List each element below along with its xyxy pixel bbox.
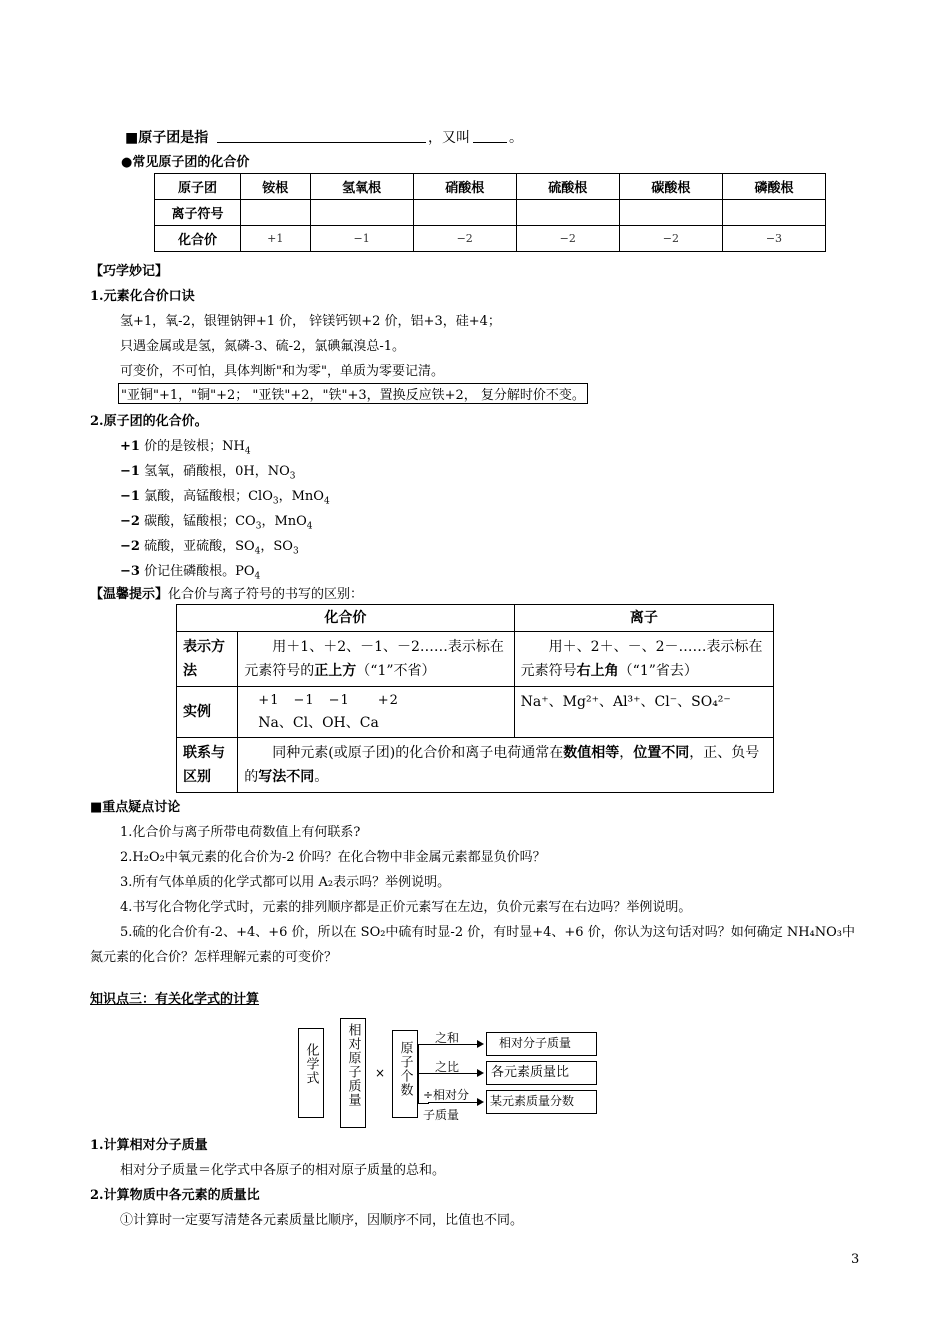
table-cell: 联系与区别: [177, 738, 238, 793]
comparison-table: [176, 604, 774, 793]
diagram-box-atomic-mass: 相对原子质量: [340, 1018, 366, 1128]
calc1-text: 相对分子质量＝化学式中各原子的相对原子质量的总和。: [120, 1163, 446, 1178]
blank-line-1: [217, 142, 426, 143]
sec1-line: 只遇金属或是氢，氮磷-3、硫-2，氯碘氟溴总-1。: [120, 339, 405, 354]
warm-tip: 【温馨提示】化合价与离子符号的书写的区别：: [90, 587, 364, 602]
table-cell: +1 −1 −1 +2 Na、Cl、OH、Ca: [238, 687, 514, 738]
question-cont: 氮元素的化合价？怎样理解元素的可变价？: [90, 950, 338, 965]
common-title: ●常见原子团的化合价: [121, 155, 250, 170]
question: 2.H₂O₂中氧元素的化合价为-2 价吗？在化合物中非金属元素都显负价吗？: [120, 850, 546, 865]
table-cell: 用＋1、＋2、－1、－2……表示标在元素符号的正上方（“1”不省）: [238, 632, 514, 687]
diagram-box-atom-count: 原子个数: [392, 1030, 418, 1118]
result-box: 某元素质量分数: [486, 1090, 597, 1114]
table-row: [155, 200, 826, 226]
label-ratio: 之比: [435, 1060, 460, 1074]
table-cell: [413, 200, 516, 226]
blank-line-2: [473, 142, 507, 143]
result-box: 相对分子质量: [486, 1032, 597, 1056]
table-cell: [516, 200, 619, 226]
page-number: 3: [851, 1252, 860, 1267]
times-sign: ×: [375, 1066, 386, 1080]
discuss-title: ■重点疑点讨论: [90, 800, 181, 815]
table-cell: −2: [619, 226, 722, 252]
table-row: [155, 226, 826, 252]
question: 4.书写化合物化学式时，元素的排列顺序都是正价元素写在左边，负价元素写在右边吗？举例说明。: [120, 900, 692, 915]
label-divide-2: 子质量: [423, 1108, 460, 1122]
sec1-title: 1.元素化合价口诀: [90, 289, 195, 304]
table-cell: [722, 200, 825, 226]
table-cell: [310, 200, 413, 226]
table-cell: −2: [516, 226, 619, 252]
calc2-text: ①计算时一定要写清楚各元素质量比顺序，因顺序不同，比值也不同。: [120, 1213, 524, 1228]
diagram-box-formula: 化学式: [298, 1028, 324, 1118]
table-row: [177, 738, 774, 793]
kp3-title: 知识点三：有关化学式的计算: [90, 992, 260, 1007]
result-box: 各元素质量比: [486, 1061, 597, 1085]
sec2-item: −1 氢氧，硝酸根，0H，$NO_3$: [120, 464, 296, 482]
table-cell: 表示方法: [177, 632, 238, 687]
table-cell: −3: [722, 226, 825, 252]
atom-group-end: 。: [509, 130, 523, 146]
sec2-item: −2 碳酸，锰酸根；$CO_3$，MnO$_4$: [120, 514, 313, 532]
table-row: [177, 687, 774, 738]
table-cell: −1: [310, 226, 413, 252]
table-cell: 实例: [177, 687, 238, 738]
calc2-title: 2.计算物质中各元素的质量比: [90, 1188, 260, 1203]
tips-title: 【巧学妙记】: [90, 264, 169, 279]
valence-table: [154, 173, 826, 252]
table-cell: 碳酸根: [619, 174, 722, 200]
atom-group-mid: ，又叫: [428, 130, 470, 146]
table-row: [177, 632, 774, 687]
table-cell: 磷酸根: [722, 174, 825, 200]
sec2-item: −1 氯酸，高锰酸根；ClO$_3$，MnO$_4$: [120, 489, 330, 507]
table-cell: +1: [241, 226, 311, 252]
table-cell: −2: [413, 226, 516, 252]
table-cell: 化合价: [155, 226, 241, 252]
label-divide: ÷相对分: [423, 1088, 470, 1102]
atom-group-label: ■原子团是指: [125, 130, 209, 146]
table-cell: 同种元素(或原子团)的化合价和离子电荷通常在数值相等，位置不同，正、负号的写法不同。: [238, 738, 774, 793]
sec1-boxed-line: "亚铜"+1，"铜"+2； "亚铁"+2，"铁"+3，置换反应铁+2， 复分解时价不变。: [118, 383, 588, 404]
label-sum: 之和: [435, 1031, 460, 1045]
table-row: [177, 605, 774, 632]
table-row: [155, 174, 826, 200]
calc1-title: 1.计算相对分子质量: [90, 1138, 208, 1153]
question: 3.所有气体单质的化学式都可以用 A₂表示吗？举例说明。: [120, 875, 451, 890]
sec2-item: +1 价的是铵根；$NH_4$: [120, 439, 251, 457]
table-cell: 用＋、2＋、－、2－……表示标在元素符号右上角（“1”省去）: [514, 632, 773, 687]
table-cell: 铵根: [241, 174, 311, 200]
sec2-item: −2 硫酸，亚硫酸，$SO_4$，$SO_3$: [120, 539, 299, 557]
sec2-item: −3 价记住磷酸根。$PO_4$: [120, 564, 261, 582]
sec2-title: 2.原子团的化合价。: [90, 414, 208, 429]
question: 5.硫的化合价有-2、+4、+6 价，所以在 SO₂中硫有时显-2 价，有时显+4、+6 价，你认为这句话对吗？如何确定 NH₄NO₃中: [120, 925, 855, 940]
table-cell: [241, 200, 311, 226]
table-header: 化合价: [177, 605, 515, 632]
question: 1.化合价与离子所带电荷数值上有何联系?: [120, 825, 361, 840]
table-cell: 硝酸根: [413, 174, 516, 200]
table-cell: 硫酸根: [516, 174, 619, 200]
table-header: 离子: [514, 605, 773, 632]
sec1-line: 氢+1，氧-2，银锂钠钾+1 价， 锌镁钙钡+2 价，铝+3，硅+4；: [120, 314, 501, 329]
table-cell: 原子团: [155, 174, 241, 200]
table-cell: 离子符号: [155, 200, 241, 226]
sec1-line: 可变价，不可怕，具体判断"和为零"，单质为零要记清。: [120, 364, 444, 379]
table-cell: 氢氧根: [310, 174, 413, 200]
table-cell: [619, 200, 722, 226]
table-cell: Na⁺、Mg²⁺、Al³⁺、Cl⁻、SO₄²⁻: [514, 687, 773, 738]
